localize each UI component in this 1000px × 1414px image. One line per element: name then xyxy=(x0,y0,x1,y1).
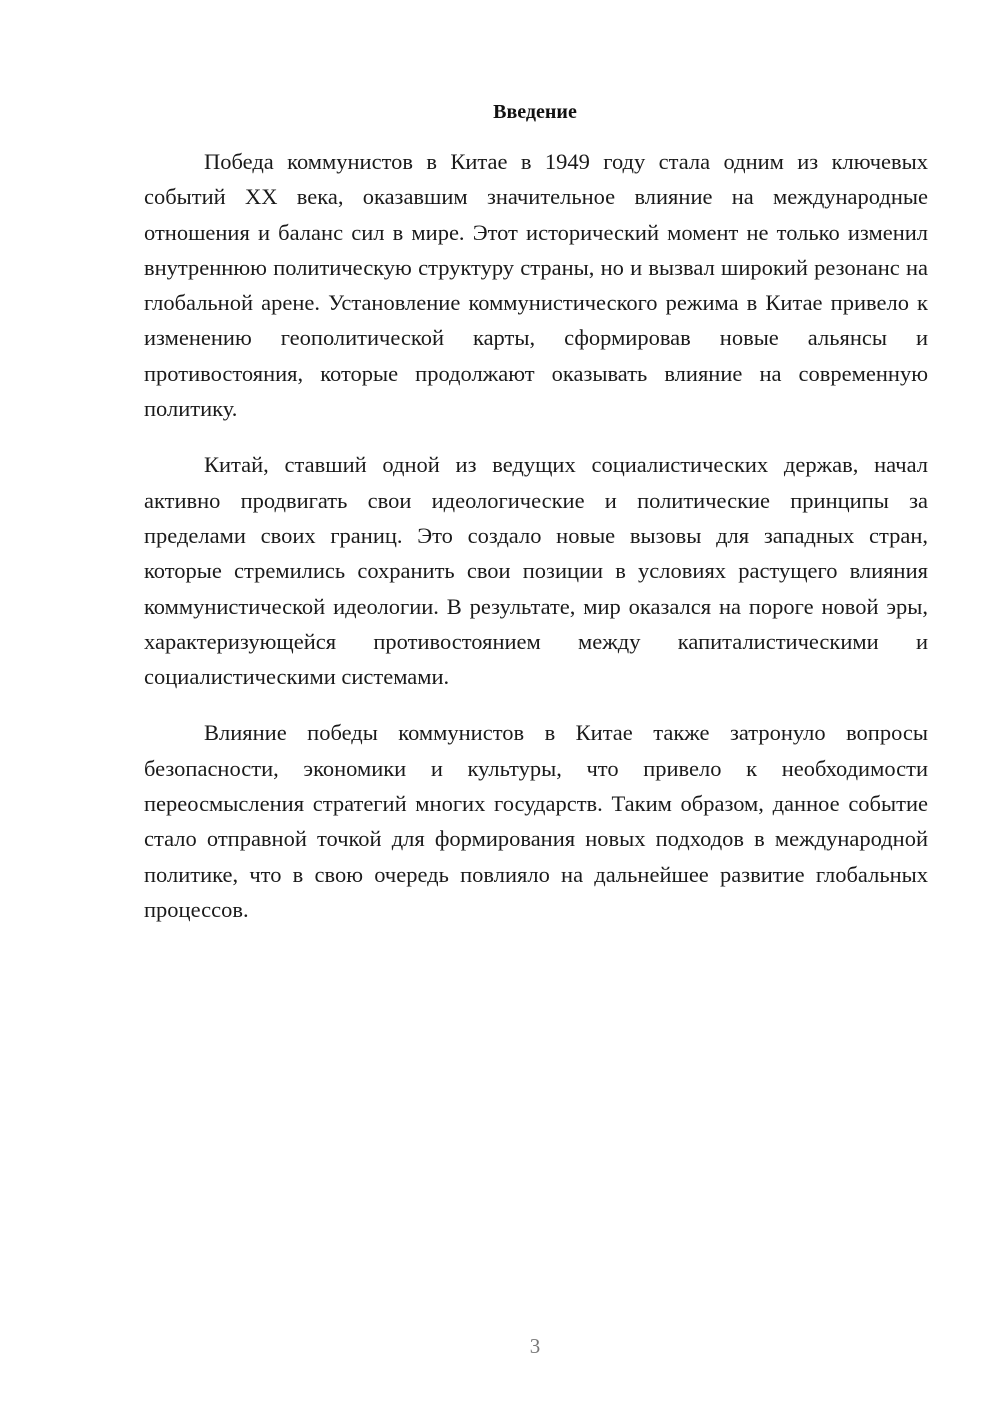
section-heading: Введение xyxy=(493,101,577,123)
paragraph-1: Победа коммунистов в Китае в 1949 году стала одним из ключевых событий XX века, оказавшим значительное влияние на международные отношения и баланс сил в мире. Этот исторический момент не только изменил внутреннюю политическую структуру страны, но и вызвал широкий резонанс на глобальной арене. Установление коммунистического режима в Китае привело к изменению геополитической карты, сформировав новые альянсы и противостояния, которые продолжают оказывать влияние на современную политику. xyxy=(144,149,928,422)
page-number: 3 xyxy=(529,1334,541,1358)
paragraph-3: Влияние победы коммунистов в Китае также затронуло вопросы безопасности, экономики и культуры, что привело к необходимости переосмысления стратегий многих государств. Таким образом, данное событие стало отправной точкой для формирования новых подходов в международной политике, что в свою очередь повлияло на дальнейшее развитие глобальных процессов. xyxy=(144,720,928,922)
body-text xyxy=(144,144,928,927)
paragraph-2: Китай, ставший одной из ведущих социалистических держав, начал активно продвигать свои идеологические и политические принципы за пределами своих границ. Это создало новые вызовы для западных стран, которые стремились сохранить свои позиции в условиях растущего влияния коммунистической идеологии. В результате, мир оказался на пороге новой эры, характеризующейся противостоянием между капиталистическими и социалистическими системами. xyxy=(144,452,928,690)
